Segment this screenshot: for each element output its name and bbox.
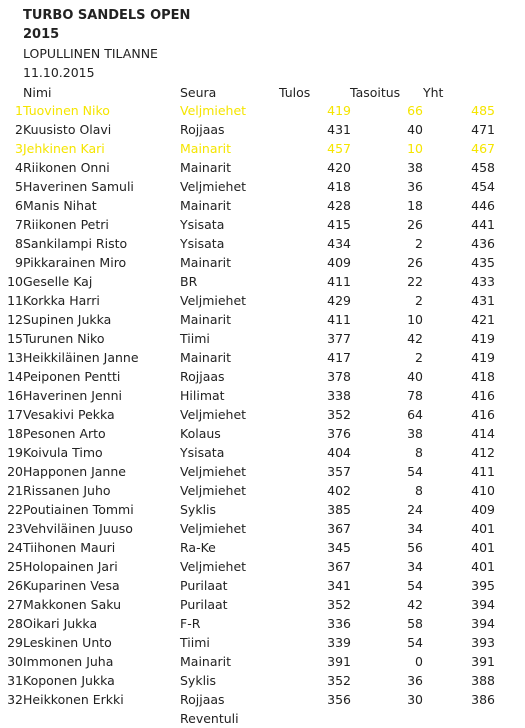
club-cell: Ysisata xyxy=(180,236,225,251)
name-cell: Happonen Janne xyxy=(23,464,126,479)
rank-cell: 5 xyxy=(15,179,23,194)
score-cell: 345 xyxy=(327,540,351,555)
score-cell: 420 xyxy=(327,160,351,175)
rank-cell: 23 xyxy=(7,521,23,536)
results-table xyxy=(0,101,525,728)
name-cell: Riikonen Onni xyxy=(23,160,110,175)
handicap-cell: 58 xyxy=(407,616,423,631)
name-cell: Kuusisto Olavi xyxy=(23,122,112,137)
club-cell: Ra-Ke xyxy=(180,540,216,555)
total-cell: 401 xyxy=(471,540,495,555)
score-cell: 352 xyxy=(327,407,351,422)
handicap-cell: 26 xyxy=(407,217,423,232)
score-cell: 336 xyxy=(327,616,351,631)
club-cell: Rojjaas xyxy=(180,369,225,384)
score-cell: 411 xyxy=(327,274,351,289)
club-cell: Hilimat xyxy=(180,388,225,403)
total-cell: 485 xyxy=(471,103,495,118)
total-cell: 436 xyxy=(471,236,495,251)
total-cell: 454 xyxy=(471,179,495,194)
table-row xyxy=(0,215,525,234)
club-cell: Mainarit xyxy=(180,350,232,365)
total-cell: 418 xyxy=(471,369,495,384)
total-cell: 409 xyxy=(471,502,495,517)
club-cell: Veljmiehet xyxy=(180,559,247,574)
club-cell: Syklis xyxy=(180,502,217,517)
handicap-cell: 40 xyxy=(407,369,423,384)
rank-cell: 19 xyxy=(7,445,23,460)
name-cell: Peiponen Pentti xyxy=(23,369,121,384)
handicap-cell: 24 xyxy=(407,502,423,517)
rank-cell: 21 xyxy=(7,483,23,498)
table-row xyxy=(0,139,525,158)
name-cell: Haverinen Samuli xyxy=(23,179,134,194)
name-cell: Oikari Jukka xyxy=(23,616,98,631)
name-cell: Vesakivi Pekka xyxy=(23,407,115,422)
column-header-score: Tulos xyxy=(279,85,311,100)
name-cell: Leskinen Unto xyxy=(23,635,112,650)
handicap-cell: 10 xyxy=(407,141,423,156)
total-cell: 394 xyxy=(471,616,495,631)
table-row xyxy=(0,120,525,139)
rank-cell: 16 xyxy=(7,388,23,403)
rank-cell: 1 xyxy=(15,103,23,118)
name-cell: Pesonen Arto xyxy=(23,426,106,441)
name-cell: Riikonen Petri xyxy=(23,217,109,232)
score-cell: 367 xyxy=(327,521,351,536)
total-cell: 401 xyxy=(471,559,495,574)
column-header-club: Seura xyxy=(180,85,217,100)
rank-cell: 2 xyxy=(15,122,23,137)
club-cell: Veljmiehet xyxy=(180,521,247,536)
table-row xyxy=(0,367,525,386)
rank-cell: 11 xyxy=(7,293,23,308)
rank-cell: 25 xyxy=(7,559,23,574)
total-cell: 401 xyxy=(471,521,495,536)
handicap-cell: 38 xyxy=(407,426,423,441)
club-cell: Mainarit xyxy=(180,198,232,213)
club-cell: Kolaus xyxy=(180,426,221,441)
handicap-cell: 18 xyxy=(407,198,423,213)
total-cell: 421 xyxy=(471,312,495,327)
handicap-cell: 34 xyxy=(407,521,423,536)
club-cell: Veljmiehet xyxy=(180,293,247,308)
club-cell: F-R xyxy=(180,616,201,631)
score-cell: 376 xyxy=(327,426,351,441)
name-cell: Supinen Jukka xyxy=(23,312,112,327)
handicap-cell: 34 xyxy=(407,559,423,574)
club-cell: Purilaat xyxy=(180,578,228,593)
total-cell: 412 xyxy=(471,445,495,460)
score-cell: 377 xyxy=(327,331,351,346)
score-cell: 418 xyxy=(327,179,351,194)
name-cell: Heikkiläinen Janne xyxy=(23,350,139,365)
table-row xyxy=(0,481,525,500)
score-cell: 409 xyxy=(327,255,351,270)
score-cell: 434 xyxy=(327,236,351,251)
results-date: 11.10.2015 xyxy=(23,65,95,80)
rank-cell: 30 xyxy=(7,654,23,669)
club-cell: Rojjaas xyxy=(180,122,225,137)
club-cell: Veljmiehet xyxy=(180,103,247,118)
table-row xyxy=(0,652,525,671)
table-row xyxy=(0,196,525,215)
total-cell: 394 xyxy=(471,597,495,612)
total-cell: 467 xyxy=(471,141,495,156)
club-cell: Ysisata xyxy=(180,445,225,460)
score-cell: 378 xyxy=(327,369,351,384)
handicap-cell: 26 xyxy=(407,255,423,270)
table-row xyxy=(0,462,525,481)
club-cell: Veljmiehet xyxy=(180,483,247,498)
total-cell: 386 xyxy=(471,692,495,707)
rank-cell: 6 xyxy=(15,198,23,213)
score-cell: 338 xyxy=(327,388,351,403)
club-cell: Mainarit xyxy=(180,312,232,327)
tournament-title: TURBO SANDELS OPEN xyxy=(23,8,191,23)
column-header-total: Yht xyxy=(423,85,444,100)
score-cell: 429 xyxy=(327,293,351,308)
column-headers xyxy=(0,83,525,102)
name-cell: Vehviläinen Juuso xyxy=(23,521,133,536)
rank-cell: 31 xyxy=(7,673,23,688)
total-cell: 431 xyxy=(471,293,495,308)
rank-cell: 9 xyxy=(15,255,23,270)
handicap-cell: 10 xyxy=(407,312,423,327)
table-row xyxy=(0,576,525,595)
name-cell: Rissanen Juho xyxy=(23,483,111,498)
name-cell: Jehkinen Kari xyxy=(23,141,105,156)
table-row xyxy=(0,538,525,557)
name-cell: Koponen Jukka xyxy=(23,673,115,688)
name-cell: Tiihonen Mauri xyxy=(23,540,116,555)
name-cell: Tuovinen Niko xyxy=(23,103,110,118)
handicap-cell: 40 xyxy=(407,122,423,137)
handicap-cell: 78 xyxy=(407,388,423,403)
score-cell: 391 xyxy=(327,654,351,669)
handicap-cell: 30 xyxy=(407,692,423,707)
total-cell: 471 xyxy=(471,122,495,137)
name-cell: Korkka Harri xyxy=(23,293,100,308)
score-cell: 431 xyxy=(327,122,351,137)
rank-cell: 22 xyxy=(7,502,23,517)
rank-cell: 29 xyxy=(7,635,23,650)
club-cell: Ysisata xyxy=(180,217,225,232)
rank-cell: 24 xyxy=(7,540,23,555)
total-cell: 433 xyxy=(471,274,495,289)
club-cell: Veljmiehet xyxy=(180,464,247,479)
handicap-cell: 56 xyxy=(407,540,423,555)
rank-cell: 27 xyxy=(7,597,23,612)
total-cell: 416 xyxy=(471,388,495,403)
score-cell: 339 xyxy=(327,635,351,650)
table-row xyxy=(0,329,525,348)
total-cell: 393 xyxy=(471,635,495,650)
table-row xyxy=(0,177,525,196)
tournament-year: 2015 xyxy=(23,27,60,42)
total-cell: 441 xyxy=(471,217,495,232)
club-cell: Rojjaas xyxy=(180,692,225,707)
table-row xyxy=(0,272,525,291)
club-cell: Tiimi xyxy=(180,331,210,346)
column-header-name: Nimi xyxy=(23,85,52,100)
club-cell: Syklis xyxy=(180,673,217,688)
score-cell: 417 xyxy=(327,350,351,365)
total-cell: 419 xyxy=(471,350,495,365)
total-cell: 416 xyxy=(471,407,495,422)
handicap-cell: 66 xyxy=(407,103,423,118)
total-cell: 446 xyxy=(471,198,495,213)
table-row xyxy=(0,633,525,652)
rank-cell: 10 xyxy=(7,274,23,289)
name-cell: Makkonen Saku xyxy=(23,597,122,612)
name-cell: Poutiainen Tommi xyxy=(23,502,134,517)
rank-cell: 17 xyxy=(7,407,23,422)
name-cell: Heikkonen Erkki xyxy=(23,692,124,707)
score-cell: 402 xyxy=(327,483,351,498)
table-row xyxy=(0,671,525,690)
score-cell: 341 xyxy=(327,578,351,593)
handicap-cell: 54 xyxy=(407,464,423,479)
rank-cell: 13 xyxy=(7,350,23,365)
total-cell: 414 xyxy=(471,426,495,441)
handicap-cell: 2 xyxy=(415,293,423,308)
club-cell: Mainarit xyxy=(180,255,232,270)
club-cell: Tiimi xyxy=(180,635,210,650)
table-row xyxy=(0,386,525,405)
name-cell: Haverinen Jenni xyxy=(23,388,122,403)
column-header-handicap: Tasoitus xyxy=(350,85,401,100)
score-cell: 356 xyxy=(327,692,351,707)
total-cell: 458 xyxy=(471,160,495,175)
results-subtitle: LOPULLINEN TILANNE xyxy=(23,46,158,61)
results-header xyxy=(23,6,190,82)
handicap-cell: 2 xyxy=(415,350,423,365)
name-cell: Manis Nihat xyxy=(23,198,97,213)
total-cell: 391 xyxy=(471,654,495,669)
name-cell: Kuparinen Vesa xyxy=(23,578,120,593)
name-cell: Koivula Timo xyxy=(23,445,103,460)
club-cell: Purilaat xyxy=(180,597,228,612)
table-row xyxy=(0,614,525,633)
club-cell: Mainarit xyxy=(180,160,232,175)
table-row xyxy=(0,424,525,443)
table-row xyxy=(0,291,525,310)
score-cell: 411 xyxy=(327,312,351,327)
name-cell: Geselle Kaj xyxy=(23,274,93,289)
handicap-cell: 54 xyxy=(407,635,423,650)
handicap-cell: 36 xyxy=(407,179,423,194)
handicap-cell: 0 xyxy=(415,654,423,669)
rank-cell: 32 xyxy=(7,692,23,707)
total-cell: 435 xyxy=(471,255,495,270)
handicap-cell: 22 xyxy=(407,274,423,289)
score-cell: 352 xyxy=(327,673,351,688)
table-row xyxy=(0,310,525,329)
score-cell: 352 xyxy=(327,597,351,612)
handicap-cell: 8 xyxy=(415,445,423,460)
club-cell: Veljmiehet xyxy=(180,407,247,422)
score-cell: 367 xyxy=(327,559,351,574)
score-cell: 404 xyxy=(327,445,351,460)
table-row xyxy=(0,234,525,253)
table-row xyxy=(0,348,525,367)
table-row xyxy=(0,405,525,424)
handicap-cell: 42 xyxy=(407,331,423,346)
total-cell: 410 xyxy=(471,483,495,498)
handicap-cell: 8 xyxy=(415,483,423,498)
table-row xyxy=(0,690,525,709)
table-row xyxy=(0,101,525,120)
rank-cell: 7 xyxy=(15,217,23,232)
score-cell: 357 xyxy=(327,464,351,479)
rank-cell: 26 xyxy=(7,578,23,593)
table-row xyxy=(0,519,525,538)
club-cell: Mainarit xyxy=(180,654,232,669)
table-row xyxy=(0,253,525,272)
total-cell: 419 xyxy=(471,331,495,346)
table-row xyxy=(0,557,525,576)
score-cell: 457 xyxy=(327,141,351,156)
name-cell: Sankilampi Risto xyxy=(23,236,128,251)
handicap-cell: 54 xyxy=(407,578,423,593)
rank-cell: 14 xyxy=(7,369,23,384)
rank-cell: 18 xyxy=(7,426,23,441)
rank-cell: 15 xyxy=(7,331,23,346)
rank-cell: 3 xyxy=(15,141,23,156)
rank-cell: 20 xyxy=(7,464,23,479)
total-cell: 411 xyxy=(471,464,495,479)
table-row xyxy=(0,443,525,462)
total-cell: 395 xyxy=(471,578,495,593)
score-cell: 419 xyxy=(327,103,351,118)
table-row xyxy=(0,500,525,519)
score-cell: 428 xyxy=(327,198,351,213)
handicap-cell: 42 xyxy=(407,597,423,612)
table-row xyxy=(0,595,525,614)
table-row xyxy=(0,158,525,177)
score-cell: 415 xyxy=(327,217,351,232)
rank-cell: 8 xyxy=(15,236,23,251)
rank-cell: 28 xyxy=(7,616,23,631)
rank-cell: 4 xyxy=(15,160,23,175)
score-cell: 385 xyxy=(327,502,351,517)
handicap-cell: 36 xyxy=(407,673,423,688)
name-cell: Immonen Juha xyxy=(23,654,114,669)
handicap-cell: 38 xyxy=(407,160,423,175)
name-cell: Turunen Niko xyxy=(23,331,105,346)
rank-cell: 12 xyxy=(7,312,23,327)
name-cell: Holopainen Jari xyxy=(23,559,118,574)
club-cell: Mainarit xyxy=(180,141,232,156)
club-cell: BR xyxy=(180,274,198,289)
handicap-cell: 64 xyxy=(407,407,423,422)
handicap-cell: 2 xyxy=(415,236,423,251)
club-cell: Reventuli xyxy=(180,711,239,726)
name-cell: Pikkarainen Miro xyxy=(23,255,127,270)
total-cell: 388 xyxy=(471,673,495,688)
club-cell: Veljmiehet xyxy=(180,179,247,194)
